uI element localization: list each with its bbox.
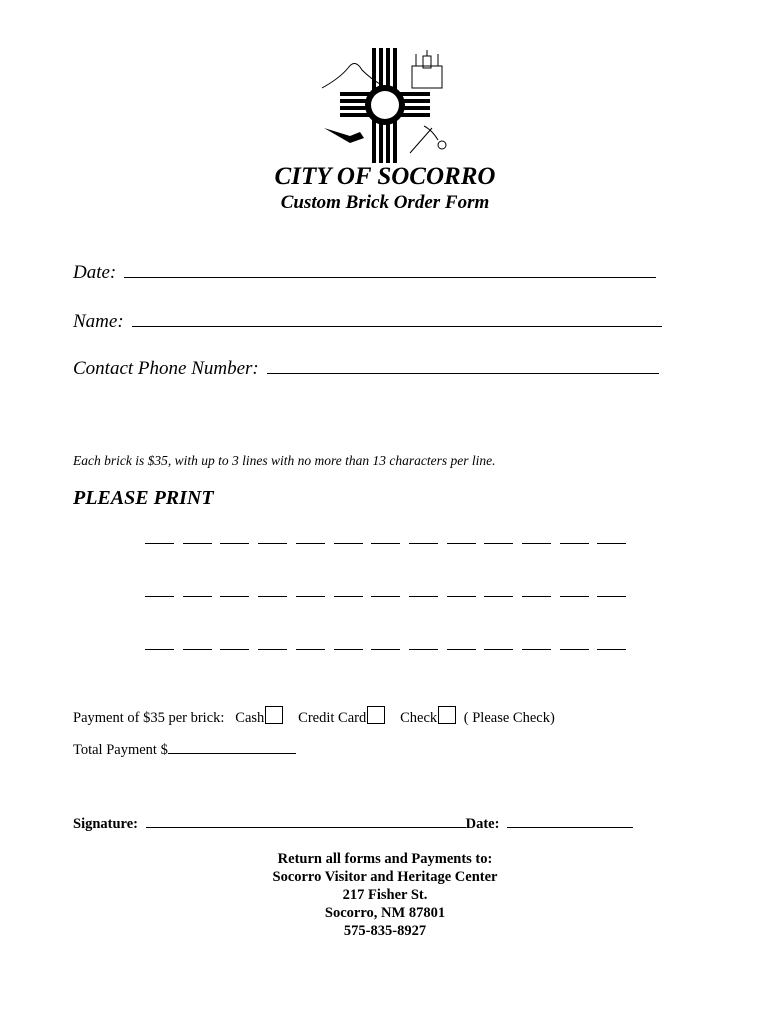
brick-character-slot[interactable]	[484, 543, 513, 544]
signature-date-label: Date:	[465, 816, 500, 832]
brick-character-slot[interactable]	[597, 543, 626, 544]
total-payment-label: Total Payment $	[73, 742, 168, 758]
credit-card-label: Credit Card	[298, 710, 367, 726]
brick-character-slot[interactable]	[484, 649, 513, 650]
cash-checkbox[interactable]	[265, 706, 283, 724]
signature-row	[73, 816, 633, 833]
brick-character-slot[interactable]	[220, 596, 249, 597]
brick-character-slot[interactable]	[597, 649, 626, 650]
phone-field[interactable]	[73, 358, 659, 380]
page-subtitle: Custom Brick Order Form	[280, 192, 490, 213]
brick-character-slot[interactable]	[447, 543, 476, 544]
payment-label: Payment of $35 per brick:	[73, 710, 225, 726]
brick-character-slot[interactable]	[220, 649, 249, 650]
brick-character-slot[interactable]	[258, 649, 287, 650]
address-city: Socorro, NM 87801	[324, 905, 446, 921]
city-seal-logo	[320, 48, 450, 163]
brick-character-slot[interactable]	[484, 596, 513, 597]
check-label: Check	[400, 710, 438, 726]
date-label: Date:	[73, 262, 117, 283]
signature-input-line[interactable]	[146, 827, 466, 828]
brick-character-slot[interactable]	[334, 596, 363, 597]
brick-character-slot[interactable]	[145, 596, 174, 597]
payment-row	[73, 706, 555, 727]
total-payment-field[interactable]	[73, 742, 296, 759]
brick-character-slot[interactable]	[220, 543, 249, 544]
brick-character-slot[interactable]	[334, 543, 363, 544]
please-check-note: ( Please Check)	[463, 710, 555, 726]
address-name: Socorro Visitor and Heritage Center	[272, 869, 498, 885]
phone-input-line[interactable]	[267, 373, 659, 374]
date-input-line[interactable]	[124, 277, 656, 278]
brick-character-slot[interactable]	[296, 596, 325, 597]
brick-character-slot[interactable]	[447, 649, 476, 650]
brick-character-slot[interactable]	[183, 649, 212, 650]
brick-character-slot[interactable]	[560, 543, 589, 544]
cash-label: Cash	[235, 710, 265, 726]
address-phone: 575-835-8927	[343, 923, 427, 939]
brick-character-slot[interactable]	[183, 596, 212, 597]
brick-character-slot[interactable]	[296, 649, 325, 650]
brick-character-slot[interactable]	[258, 596, 287, 597]
brick-character-slot[interactable]	[409, 649, 438, 650]
brick-character-slot[interactable]	[371, 649, 400, 650]
return-address	[0, 850, 770, 940]
please-print-heading: PLEASE PRINT	[73, 487, 214, 509]
phone-label: Contact Phone Number:	[73, 358, 259, 379]
name-input-line[interactable]	[132, 326, 662, 327]
date-field[interactable]	[73, 262, 656, 284]
brick-character-slot[interactable]	[522, 596, 551, 597]
brick-character-slot[interactable]	[371, 543, 400, 544]
brick-character-slot[interactable]	[183, 543, 212, 544]
instructions-text: Each brick is $35, with up to 3 lines with no more than 13 characters per line.	[73, 453, 496, 468]
brick-character-slot[interactable]	[560, 649, 589, 650]
check-checkbox[interactable]	[438, 706, 456, 724]
brick-character-slot[interactable]	[145, 649, 174, 650]
brick-character-slot[interactable]	[296, 543, 325, 544]
brick-character-slot[interactable]	[522, 649, 551, 650]
brick-character-slot[interactable]	[334, 649, 363, 650]
page-title: CITY OF SOCORRO	[274, 163, 496, 190]
brick-character-slot[interactable]	[371, 596, 400, 597]
total-payment-input-line[interactable]	[168, 753, 296, 754]
brick-character-slot[interactable]	[560, 596, 589, 597]
return-instruction: Return all forms and Payments to:	[277, 851, 493, 867]
brick-character-slot[interactable]	[447, 596, 476, 597]
brick-character-slot[interactable]	[409, 543, 438, 544]
name-label: Name:	[73, 311, 124, 332]
brick-character-slot[interactable]	[597, 596, 626, 597]
name-field[interactable]	[73, 311, 662, 333]
address-street: 217 Fisher St.	[342, 887, 428, 903]
brick-character-slot[interactable]	[409, 596, 438, 597]
brick-character-slot[interactable]	[145, 543, 174, 544]
signature-label: Signature:	[73, 816, 138, 832]
signature-date-input-line[interactable]	[507, 827, 633, 828]
brick-character-slot[interactable]	[522, 543, 551, 544]
brick-character-slot[interactable]	[258, 543, 287, 544]
credit-card-checkbox[interactable]	[367, 706, 385, 724]
